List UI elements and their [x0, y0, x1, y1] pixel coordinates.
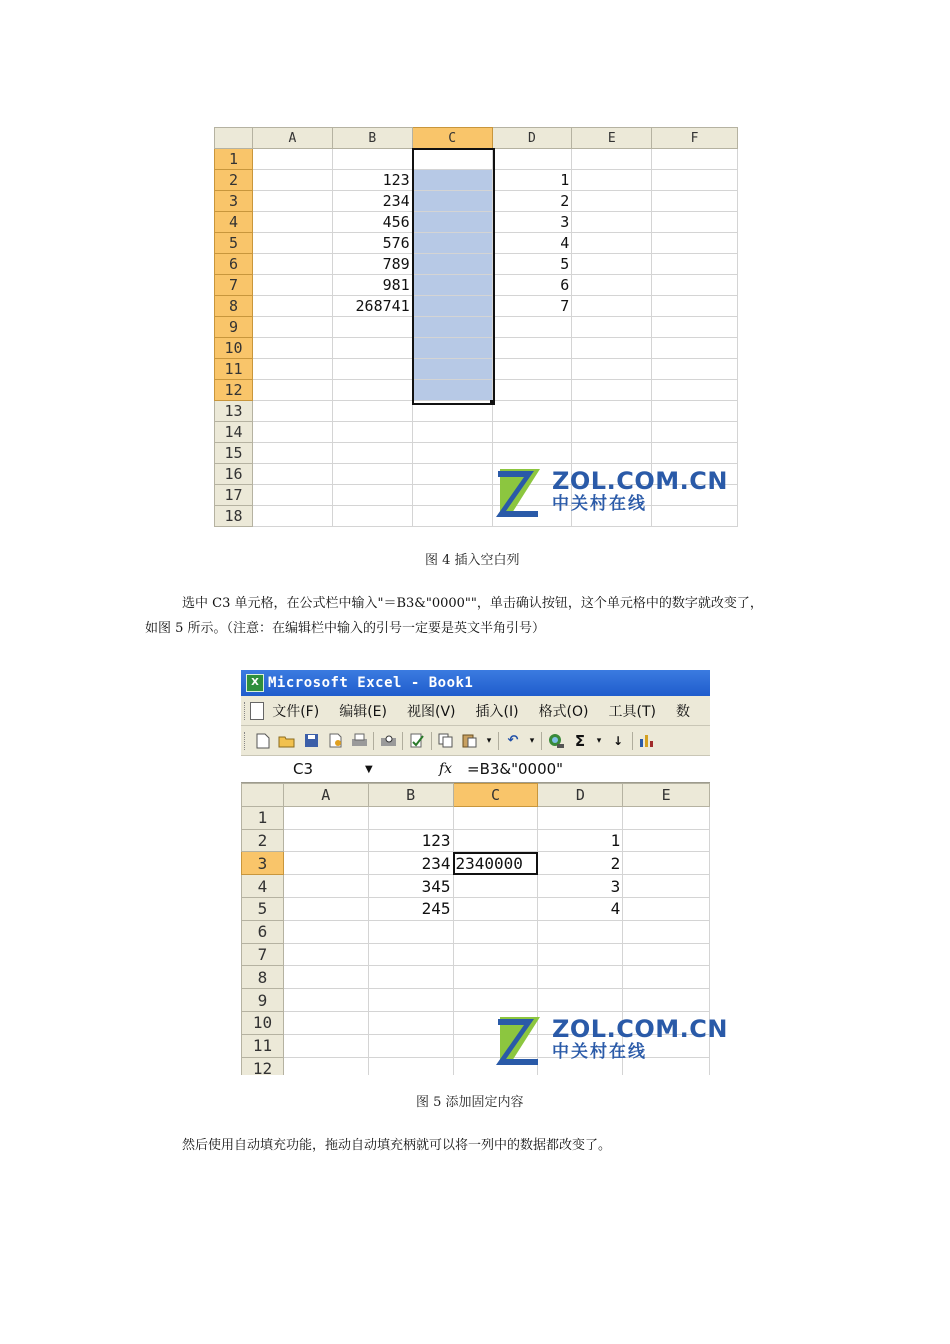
cell-d3[interactable]: 2: [538, 852, 623, 875]
toolbar-separator: [402, 732, 403, 750]
table-row: [215, 401, 738, 422]
row-header-7[interactable]: 7: [242, 943, 284, 966]
cell-b12[interactable]: [332, 380, 412, 401]
cell-c9[interactable]: [412, 317, 492, 338]
cell-a11[interactable]: [283, 1034, 368, 1057]
cell-b3[interactable]: 234: [332, 191, 412, 212]
name-box-value: C3: [293, 760, 314, 778]
watermark-main-text: ZOL.COM.CN: [552, 467, 728, 495]
table-row: [215, 149, 738, 170]
cell-f15[interactable]: [652, 443, 738, 464]
cell-e4[interactable]: [572, 212, 652, 233]
cell-c8[interactable]: [453, 966, 538, 989]
row-header-1[interactable]: 1: [242, 806, 284, 829]
cell-a12[interactable]: [252, 380, 332, 401]
row-header-2[interactable]: 2: [242, 829, 284, 852]
cell-e5[interactable]: [572, 233, 652, 254]
sort-ascending-icon[interactable]: ↓: [612, 733, 624, 748]
cell-d13[interactable]: [492, 401, 572, 422]
table-row: [215, 443, 738, 464]
row-header-9[interactable]: 9: [215, 317, 253, 338]
table-row: [215, 212, 738, 233]
cell-a12[interactable]: [283, 1057, 368, 1075]
formula-bar: [241, 756, 710, 783]
row-header-4[interactable]: 4: [242, 875, 284, 898]
cell-c1[interactable]: [453, 806, 538, 829]
cell-a5[interactable]: [252, 233, 332, 254]
cell-c13[interactable]: [412, 401, 492, 422]
table-row: [215, 359, 738, 380]
cell-b9[interactable]: [368, 989, 453, 1012]
cell-e5[interactable]: [623, 897, 710, 920]
cell-c14[interactable]: [412, 422, 492, 443]
row-header-2[interactable]: 2: [215, 170, 253, 191]
save-icon[interactable]: [302, 732, 320, 750]
cell-e15[interactable]: [572, 443, 652, 464]
row-header-10[interactable]: 10: [242, 1011, 284, 1034]
cell-f10[interactable]: [652, 338, 738, 359]
undo-icon[interactable]: ↶: [507, 733, 519, 748]
cell-f9[interactable]: [652, 317, 738, 338]
table-row: [215, 422, 738, 443]
cell-a1[interactable]: [283, 806, 368, 829]
print-preview-icon[interactable]: [379, 732, 397, 750]
cell-b7[interactable]: [368, 943, 453, 966]
figure4-caption: 图 4 插入空白列: [425, 553, 520, 568]
cell-d4[interactable]: 3: [538, 875, 623, 898]
cell-d7[interactable]: 6: [492, 275, 572, 296]
cell-e14[interactable]: [572, 422, 652, 443]
cell-e9[interactable]: [572, 317, 652, 338]
row-header-12[interactable]: 12: [215, 380, 253, 401]
cell-d3[interactable]: 2: [492, 191, 572, 212]
paragraph1-line2: 如图 5 所示。（注意：在编辑栏中输入的引号一定要是英文半角引号）: [145, 621, 546, 636]
row-header-12[interactable]: 12: [242, 1057, 284, 1075]
row-header-7[interactable]: 7: [215, 275, 253, 296]
row-header-15[interactable]: 15: [215, 443, 253, 464]
toolbar-grip: [244, 732, 248, 750]
cell-f7[interactable]: [652, 275, 738, 296]
document-menu-icon[interactable]: [250, 702, 264, 720]
cell-b4[interactable]: 345: [368, 875, 453, 898]
cell-d10[interactable]: [492, 338, 572, 359]
row-header-5[interactable]: 5: [242, 897, 284, 920]
cell-f14[interactable]: [652, 422, 738, 443]
name-box-dropdown-icon[interactable]: ▼: [365, 763, 373, 775]
cell-c11[interactable]: [412, 359, 492, 380]
table-row: [242, 875, 710, 898]
cell-b10[interactable]: [368, 1011, 453, 1034]
cell-f3[interactable]: [652, 191, 738, 212]
cell-b1[interactable]: [368, 806, 453, 829]
cell-c2[interactable]: [453, 829, 538, 852]
column-header-b[interactable]: B: [368, 784, 453, 807]
column-header-a[interactable]: A: [252, 128, 332, 149]
cell-b5[interactable]: 576: [332, 233, 412, 254]
cell-c2[interactable]: [412, 170, 492, 191]
table-row: [215, 380, 738, 401]
figure5-watermark: [494, 1011, 728, 1067]
cell-a9[interactable]: [283, 989, 368, 1012]
toolbar-separator: [632, 732, 633, 750]
cell-c7[interactable]: [412, 275, 492, 296]
row-header-13[interactable]: 13: [215, 401, 253, 422]
table-row: [242, 989, 710, 1012]
cell-f2[interactable]: [652, 170, 738, 191]
cell-a15[interactable]: [252, 443, 332, 464]
row-header-4[interactable]: 4: [215, 212, 253, 233]
cell-a6[interactable]: [252, 254, 332, 275]
menu-view[interactable]: 视图(V): [406, 703, 456, 720]
cell-e3[interactable]: [623, 852, 710, 875]
cell-b17[interactable]: [332, 485, 412, 506]
table-row: [215, 275, 738, 296]
cell-e2[interactable]: [572, 170, 652, 191]
toolbar-separator: [373, 732, 374, 750]
cell-d2[interactable]: 1: [538, 829, 623, 852]
row-header-1[interactable]: 1: [215, 149, 253, 170]
cell-b2[interactable]: 123: [368, 829, 453, 852]
cell-a10[interactable]: [252, 338, 332, 359]
cell-e11[interactable]: [572, 359, 652, 380]
cell-f13[interactable]: [652, 401, 738, 422]
cell-b8[interactable]: [368, 966, 453, 989]
cell-e9[interactable]: [623, 989, 710, 1012]
cell-c1[interactable]: [412, 149, 492, 170]
select-all-corner[interactable]: [242, 784, 284, 807]
cell-b6[interactable]: 789: [332, 254, 412, 275]
cell-b7[interactable]: 981: [332, 275, 412, 296]
cell-a2[interactable]: [252, 170, 332, 191]
cell-d4[interactable]: 3: [492, 212, 572, 233]
column-header-d[interactable]: D: [492, 128, 572, 149]
table-row: [215, 170, 738, 191]
row-header-8[interactable]: 8: [242, 966, 284, 989]
cell-b11[interactable]: [368, 1034, 453, 1057]
column-header-c[interactable]: C: [412, 128, 492, 149]
cell-c3[interactable]: [412, 191, 492, 212]
cell-e6[interactable]: [572, 254, 652, 275]
cell-e7[interactable]: [572, 275, 652, 296]
table-row: [215, 317, 738, 338]
cell-b6[interactable]: [368, 920, 453, 943]
autosum-dropdown-icon[interactable]: ▾: [596, 735, 602, 746]
cell-c7[interactable]: [453, 943, 538, 966]
cell-a3[interactable]: [252, 191, 332, 212]
cell-a17[interactable]: [252, 485, 332, 506]
row-header-14[interactable]: 14: [215, 422, 253, 443]
zol-logo-icon: [494, 1011, 546, 1067]
menu-insert[interactable]: 插入(I): [475, 703, 519, 720]
table-row: [242, 806, 710, 829]
menu-grip: [244, 702, 247, 720]
cell-d5[interactable]: 4: [538, 897, 623, 920]
menu-edit[interactable]: 编辑(E): [339, 703, 387, 720]
cell-a11[interactable]: [252, 359, 332, 380]
row-header-6[interactable]: 6: [242, 920, 284, 943]
cell-a3[interactable]: [283, 852, 368, 875]
cell-e4[interactable]: [623, 875, 710, 898]
cell-c9[interactable]: [453, 989, 538, 1012]
cell-b9[interactable]: [332, 317, 412, 338]
cell-b2[interactable]: 123: [332, 170, 412, 191]
cell-c6[interactable]: [453, 920, 538, 943]
cell-d8[interactable]: 7: [492, 296, 572, 317]
toolbar-separator: [431, 732, 432, 750]
cell-d8[interactable]: [538, 966, 623, 989]
cell-b11[interactable]: [332, 359, 412, 380]
window-title: Microsoft Excel - Book1: [268, 675, 474, 691]
cell-a13[interactable]: [252, 401, 332, 422]
column-header-f[interactable]: F: [652, 128, 738, 149]
toolbar-separator: [541, 732, 542, 750]
cell-d1[interactable]: [492, 149, 572, 170]
cell-f5[interactable]: [652, 233, 738, 254]
permission-icon[interactable]: [326, 732, 344, 750]
cell-a2[interactable]: [283, 829, 368, 852]
paste-icon[interactable]: [461, 732, 479, 750]
row-header-5[interactable]: 5: [215, 233, 253, 254]
cell-a8[interactable]: [283, 966, 368, 989]
cell-c12[interactable]: [412, 380, 492, 401]
spelling-icon[interactable]: [408, 732, 426, 750]
cell-c3[interactable]: 2340000: [453, 852, 538, 875]
cell-e1[interactable]: [572, 149, 652, 170]
autosum-icon[interactable]: Σ: [574, 731, 586, 750]
cell-a6[interactable]: [283, 920, 368, 943]
cell-f8[interactable]: [652, 296, 738, 317]
paragraph2: 然后使用自动填充功能，拖动自动填充柄就可以将一列中的数据都改变了。: [182, 1138, 612, 1153]
menu-bar: [241, 696, 710, 726]
cell-a9[interactable]: [252, 317, 332, 338]
cell-e8[interactable]: [572, 296, 652, 317]
cell-f11[interactable]: [652, 359, 738, 380]
cell-c5[interactable]: [412, 233, 492, 254]
column-header-a[interactable]: A: [283, 784, 368, 807]
cell-b4[interactable]: 456: [332, 212, 412, 233]
table-row: [215, 254, 738, 275]
cell-a7[interactable]: [252, 275, 332, 296]
row-header-8[interactable]: 8: [215, 296, 253, 317]
cell-d5[interactable]: 4: [492, 233, 572, 254]
cell-b14[interactable]: [332, 422, 412, 443]
table-row: [242, 897, 710, 920]
cell-a7[interactable]: [283, 943, 368, 966]
cell-b8[interactable]: 268741: [332, 296, 412, 317]
cell-d9[interactable]: [538, 989, 623, 1012]
cell-a10[interactable]: [283, 1011, 368, 1034]
cell-f12[interactable]: [652, 380, 738, 401]
cell-c4[interactable]: [453, 875, 538, 898]
cell-c17[interactable]: [412, 485, 492, 506]
cell-a4[interactable]: [283, 875, 368, 898]
copy-icon[interactable]: [437, 732, 455, 750]
cell-b16[interactable]: [332, 464, 412, 485]
toolbar-separator: [498, 732, 499, 750]
row-header-16[interactable]: 16: [215, 464, 253, 485]
cell-c6[interactable]: [412, 254, 492, 275]
cell-d7[interactable]: [538, 943, 623, 966]
cell-c10[interactable]: [412, 338, 492, 359]
hyperlink-icon[interactable]: [547, 732, 565, 750]
cell-c8[interactable]: [412, 296, 492, 317]
figure5-caption: 图 5 添加固定内容: [416, 1095, 524, 1110]
table-row: [242, 943, 710, 966]
cell-d2[interactable]: 1: [492, 170, 572, 191]
table-row: [242, 966, 710, 989]
cell-f1[interactable]: [652, 149, 738, 170]
row-header-11[interactable]: 11: [215, 359, 253, 380]
column-header-e[interactable]: E: [623, 784, 710, 807]
menu-format[interactable]: 格式(O): [538, 703, 589, 720]
cell-b5[interactable]: 245: [368, 897, 453, 920]
row-header-18[interactable]: 18: [215, 506, 253, 527]
cell-a8[interactable]: [252, 296, 332, 317]
figure4-watermark: [494, 463, 728, 519]
cell-d6[interactable]: 5: [492, 254, 572, 275]
row-header-17[interactable]: 17: [215, 485, 253, 506]
cell-b1[interactable]: [332, 149, 412, 170]
row-header-3[interactable]: 3: [242, 852, 284, 875]
cell-c16[interactable]: [412, 464, 492, 485]
cell-b18[interactable]: [332, 506, 412, 527]
cell-c5[interactable]: [453, 897, 538, 920]
paragraph1-line1: 选中 C3 单元格，在公式栏中输入"＝B3&"0000""，单击确认按钮，这个单元格中的数字就改变了，: [182, 596, 763, 611]
cell-e7[interactable]: [623, 943, 710, 966]
title-bar: [241, 670, 710, 696]
menu-tools[interactable]: 工具(T): [608, 703, 656, 720]
column-header-c[interactable]: C: [453, 784, 538, 807]
watermark-sub-text: 中关村在线: [552, 494, 647, 514]
row-header-11[interactable]: 11: [242, 1034, 284, 1057]
cell-a1[interactable]: [252, 149, 332, 170]
cell-a18[interactable]: [252, 506, 332, 527]
table-row: [242, 829, 710, 852]
cell-e8[interactable]: [623, 966, 710, 989]
row-header-9[interactable]: 9: [242, 989, 284, 1012]
cell-e12[interactable]: [572, 380, 652, 401]
cell-d12[interactable]: [492, 380, 572, 401]
column-header-d[interactable]: D: [538, 784, 623, 807]
select-all-corner[interactable]: [215, 128, 253, 149]
cell-d1[interactable]: [538, 806, 623, 829]
row-header-10[interactable]: 10: [215, 338, 253, 359]
cell-a14[interactable]: [252, 422, 332, 443]
cell-d6[interactable]: [538, 920, 623, 943]
cell-d11[interactable]: [492, 359, 572, 380]
cell-c4[interactable]: [412, 212, 492, 233]
cell-c15[interactable]: [412, 443, 492, 464]
cell-e13[interactable]: [572, 401, 652, 422]
column-header-b[interactable]: B: [332, 128, 412, 149]
row-header-3[interactable]: 3: [215, 191, 253, 212]
cell-e10[interactable]: [572, 338, 652, 359]
cell-a4[interactable]: [252, 212, 332, 233]
table-row: [215, 233, 738, 254]
menu-data[interactable]: 数: [676, 703, 690, 720]
table-row: [215, 191, 738, 212]
column-header-e[interactable]: E: [572, 128, 652, 149]
formula-input[interactable]: =B3&"0000": [467, 760, 564, 778]
paste-dropdown-icon[interactable]: ▾: [486, 735, 492, 746]
cell-c18[interactable]: [412, 506, 492, 527]
cell-b12[interactable]: [368, 1057, 453, 1075]
cell-e6[interactable]: [623, 920, 710, 943]
open-icon[interactable]: [278, 732, 296, 750]
watermark-main-text: ZOL.COM.CN: [552, 1015, 728, 1043]
print-icon[interactable]: [350, 732, 368, 750]
cell-d15[interactable]: [492, 443, 572, 464]
cell-e1[interactable]: [623, 806, 710, 829]
cell-f4[interactable]: [652, 212, 738, 233]
figure4-fill-handle: [490, 400, 495, 405]
cell-e3[interactable]: [572, 191, 652, 212]
name-box[interactable]: [241, 758, 363, 780]
cell-d14[interactable]: [492, 422, 572, 443]
zol-logo-icon: [494, 463, 546, 519]
cell-b3[interactable]: 234: [368, 852, 453, 875]
standard-toolbar: [241, 726, 710, 756]
cell-e2[interactable]: [623, 829, 710, 852]
cell-b10[interactable]: [332, 338, 412, 359]
table-row: [242, 852, 710, 875]
menu-file[interactable]: 文件(F): [272, 703, 320, 720]
excel-app-icon: X: [246, 674, 264, 692]
cell-f6[interactable]: [652, 254, 738, 275]
undo-dropdown-icon[interactable]: ▾: [529, 735, 535, 746]
cell-d9[interactable]: [492, 317, 572, 338]
chart-icon[interactable]: [638, 732, 656, 750]
insert-function-icon[interactable]: fx: [439, 761, 453, 777]
table-row: [215, 296, 738, 317]
watermark-sub-text: 中关村在线: [552, 1042, 647, 1062]
table-row: [242, 920, 710, 943]
cell-b13[interactable]: [332, 401, 412, 422]
new-icon[interactable]: [254, 732, 272, 750]
cell-a5[interactable]: [283, 897, 368, 920]
cell-a16[interactable]: [252, 464, 332, 485]
row-header-6[interactable]: 6: [215, 254, 253, 275]
cell-b15[interactable]: [332, 443, 412, 464]
table-row: [215, 338, 738, 359]
